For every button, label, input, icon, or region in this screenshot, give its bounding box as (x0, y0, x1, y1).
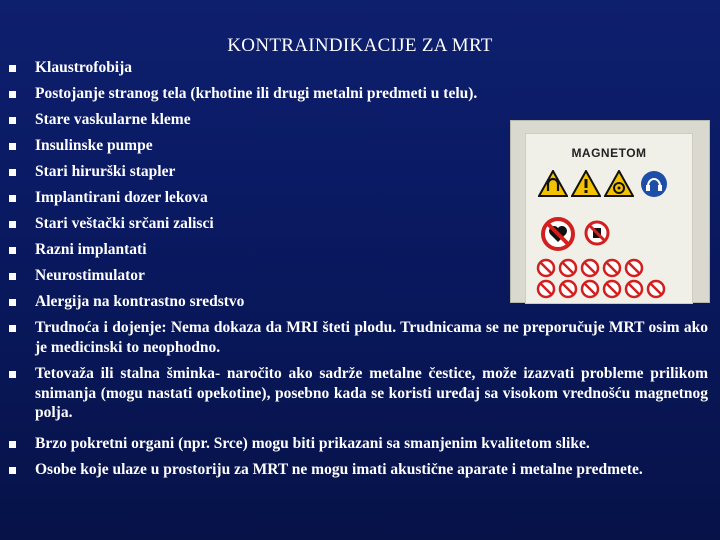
no-metal-objects-icons (534, 258, 686, 300)
magnetom-warning-photo (510, 120, 710, 303)
list-item-text: Klaustrofobija (35, 59, 133, 76)
bullet-icon (9, 195, 16, 202)
bullet-icon (9, 91, 16, 98)
bullet-icon (9, 169, 16, 176)
bullet-icon (9, 467, 16, 474)
list-item (35, 162, 175, 182)
bullet-icon (9, 143, 16, 150)
radiation-warning-icon (604, 170, 634, 197)
bullet-icon (9, 247, 16, 254)
list-item (35, 364, 708, 423)
list-item (35, 58, 132, 78)
bullet-icon (9, 299, 16, 306)
list-item (35, 266, 145, 286)
list-item (35, 136, 153, 156)
magnet-warning-icon (538, 170, 568, 197)
list-item-text: Neurostimulator (35, 267, 145, 284)
no-pacemaker-icon (540, 216, 576, 252)
bullet-icon (9, 441, 16, 448)
poster-title: MAGNETOM (571, 146, 647, 160)
list-item-text: Osobe koje ulaze u prostoriju za MRT ne mogu imati akustične aparate i metalne predmete. (35, 461, 643, 478)
bullet-icon (9, 117, 16, 124)
list-item (35, 292, 244, 312)
list-item-text: Stari hirurški stapler (35, 163, 176, 180)
list-item-text: Tetovaža ili stalna šminka- naročito ako sadrže metalne čestice, može izazvati probleme prilikom snimanja (mogu nastati opekotine), posebno kada se koristi uređaj sa visokom vrednošću magnetnog polja. (35, 365, 708, 421)
no-implant-icon (584, 220, 610, 246)
bullet-icon (9, 273, 16, 280)
bullet-icon (9, 221, 16, 228)
list-item (35, 460, 708, 480)
list-item (35, 214, 214, 234)
poster-sign (525, 133, 693, 304)
list-item (35, 434, 708, 454)
hazard-warning-icon (571, 170, 601, 197)
list-item-text: Brzo pokretni organi (npr. Srce) mogu biti prikazani sa smanjenim kvalitetom slike. (35, 435, 590, 452)
bullet-icon (9, 65, 16, 72)
bullet-icon (9, 325, 16, 332)
list-item (35, 318, 708, 357)
list-item (35, 240, 147, 260)
list-item-text: Razni implantati (35, 241, 147, 258)
list-item-text: Trudnoća i dojenje: Nema dokaza da MRI šteti plodu. Trudnicama se ne preporučuje MRT osim ako je medicinski to neophodno. (35, 319, 708, 356)
list-item-text: Insulinske pumpe (35, 137, 153, 154)
bullet-icon (9, 371, 16, 378)
list-item (35, 188, 208, 208)
list-item-text: Alergija na kontrastno sredstvo (35, 293, 245, 310)
list-item-text: Stari veštački srčani zalisci (35, 215, 214, 232)
slide-title: KONTRAINDIKACIJE ZA MRT (227, 35, 493, 56)
list-item (35, 110, 191, 130)
ear-protection-icon (640, 170, 668, 198)
list-item (35, 84, 477, 104)
list-item-text: Postojanje stranog tela (krhotine ili drugi metalni predmeti u telu). (35, 85, 478, 102)
list-item-text: Stare vaskularne kleme (35, 111, 191, 128)
list-item-text: Implantirani dozer lekova (35, 189, 208, 206)
